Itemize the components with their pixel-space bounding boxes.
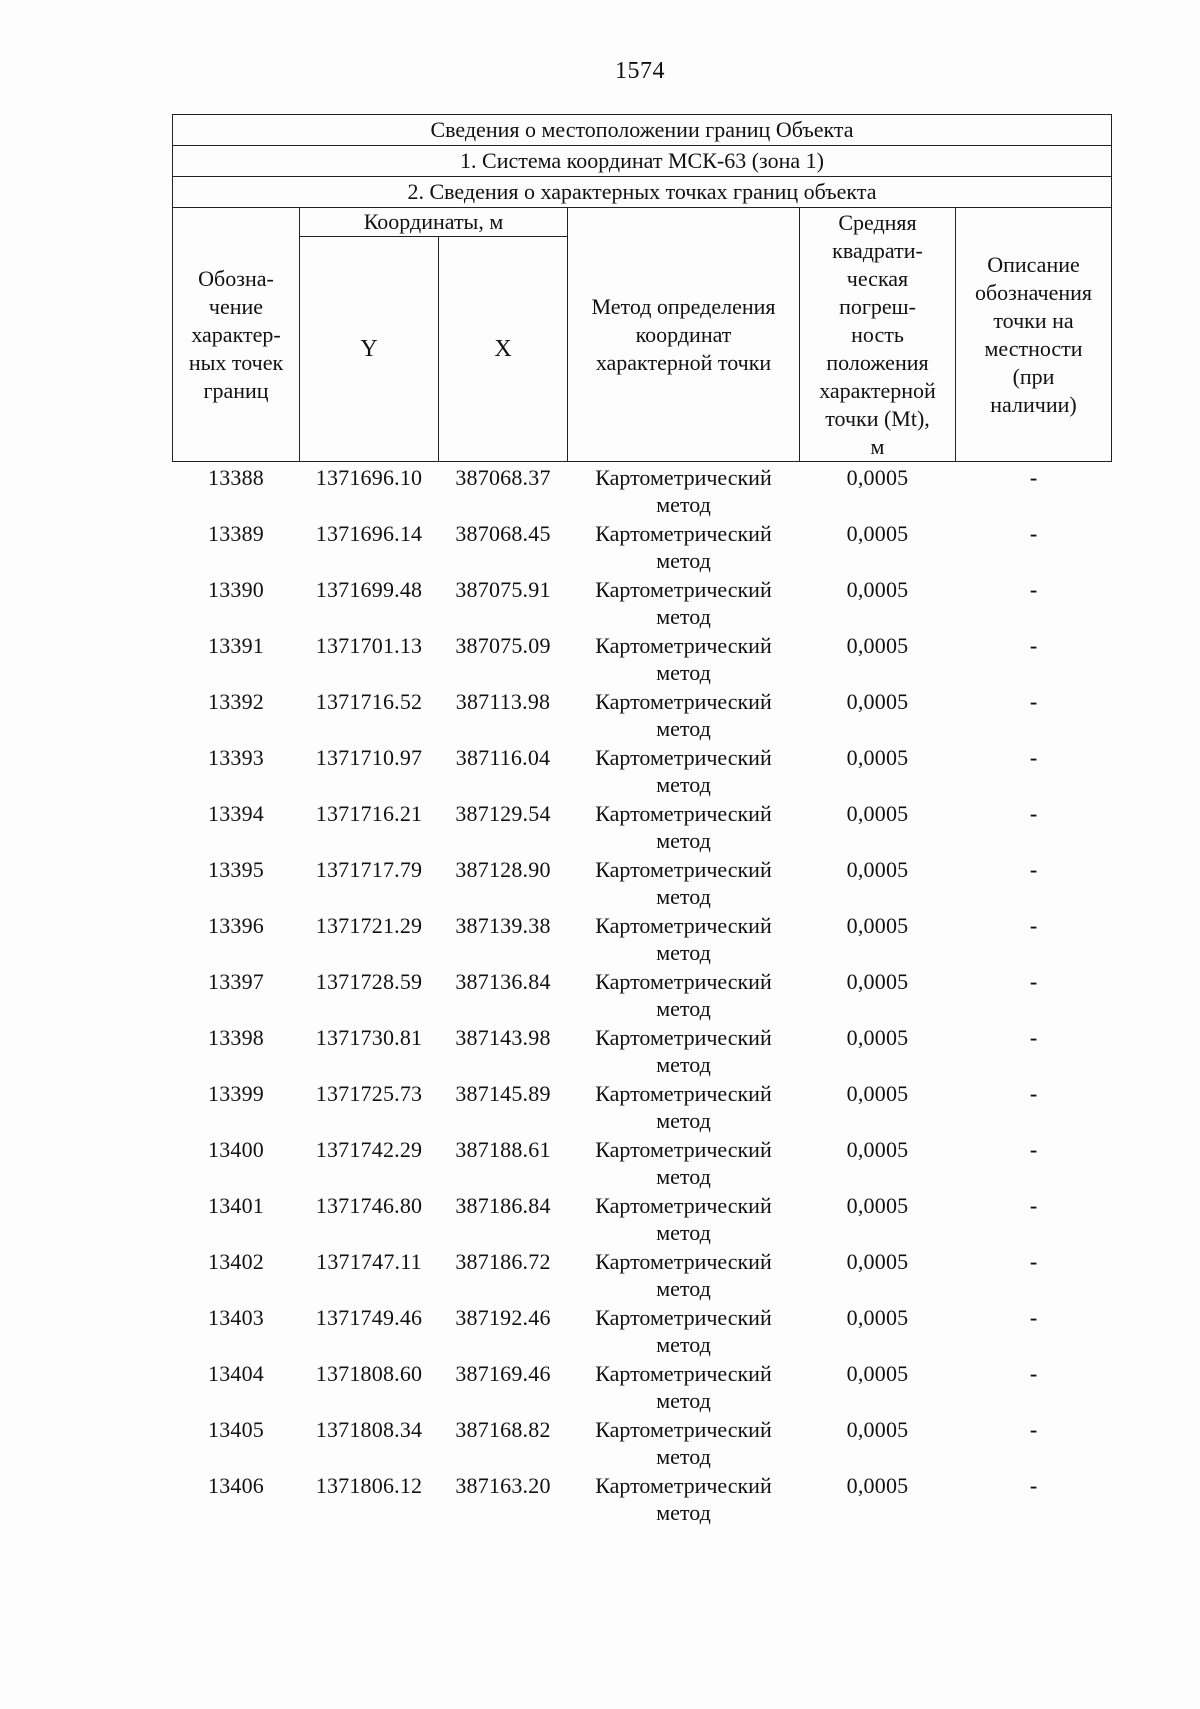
header-description-text: Описание обозначения точки на местности (при наличии) <box>974 251 1093 417</box>
cell-x: 387116.04 <box>455 745 551 770</box>
cell-description: - <box>1029 1473 1038 1498</box>
cell-point-id: 13405 <box>208 1417 264 1442</box>
cell-error: 0,0005 <box>846 1081 909 1106</box>
cell-method: Картометрический метод <box>595 577 772 629</box>
cell-x: 387075.09 <box>455 633 551 658</box>
cell-y: 1371742.29 <box>315 1137 423 1162</box>
table-body <box>173 462 1112 1529</box>
header-point-name <box>173 208 300 462</box>
table-row <box>173 912 1112 968</box>
cell-method: Картометрический метод <box>595 465 772 517</box>
table-title: Сведения о местоположении границ Объекта <box>173 115 1112 146</box>
cell-x: 387145.89 <box>455 1081 551 1106</box>
cell-point-id: 13389 <box>208 521 264 546</box>
cell-error: 0,0005 <box>846 1361 909 1386</box>
header-method <box>568 208 800 462</box>
cell-point-id: 13391 <box>208 633 264 658</box>
cell-y: 1371808.60 <box>315 1361 423 1386</box>
cell-description: - <box>1029 1249 1038 1274</box>
cell-method: Картометрический метод <box>595 857 772 909</box>
header-coordinates: Координаты, м <box>300 208 568 237</box>
cell-method: Картометрический метод <box>595 1249 772 1301</box>
cell-x: 387136.84 <box>455 969 551 994</box>
cell-x: 387169.46 <box>455 1361 551 1386</box>
cell-point-id: 13392 <box>208 689 264 714</box>
cell-method: Картометрический метод <box>595 1417 772 1469</box>
cell-description: - <box>1029 745 1038 770</box>
cell-y: 1371725.73 <box>315 1081 423 1106</box>
table-row <box>173 800 1112 856</box>
header-error <box>800 208 956 462</box>
table-row <box>173 1080 1112 1136</box>
cell-point-id: 13403 <box>208 1305 264 1330</box>
cell-y: 1371716.21 <box>315 801 423 826</box>
cell-y: 1371749.46 <box>315 1305 423 1330</box>
cell-error: 0,0005 <box>846 521 909 546</box>
cell-point-id: 13401 <box>208 1193 264 1218</box>
cell-point-id: 13404 <box>208 1361 264 1386</box>
cell-error: 0,0005 <box>846 577 909 602</box>
cell-x: 387186.84 <box>455 1193 551 1218</box>
cell-x: 387168.82 <box>455 1417 551 1442</box>
cell-error: 0,0005 <box>846 1305 909 1330</box>
cell-error: 0,0005 <box>846 913 909 938</box>
cell-point-id: 13406 <box>208 1473 264 1498</box>
cell-x: 387186.72 <box>455 1249 551 1274</box>
cell-point-id: 13394 <box>208 801 264 826</box>
cell-method: Картометрический метод <box>595 1137 772 1189</box>
cell-description: - <box>1029 1025 1038 1050</box>
cell-y: 1371808.34 <box>315 1417 423 1442</box>
cell-y: 1371701.13 <box>315 633 423 658</box>
cell-x: 387163.20 <box>455 1473 551 1498</box>
cell-point-id: 13398 <box>208 1025 264 1050</box>
cell-point-id: 13395 <box>208 857 264 882</box>
cell-method: Картометрический метод <box>595 1305 772 1357</box>
cell-x: 387068.45 <box>455 521 551 546</box>
cell-y: 1371721.29 <box>315 913 423 938</box>
cell-description: - <box>1029 1137 1038 1162</box>
header-y: Y <box>300 237 439 462</box>
cell-method: Картометрический метод <box>595 1361 772 1413</box>
header-method-text: Метод определения координат характерной точки <box>591 293 776 375</box>
header-x: X <box>439 237 568 462</box>
table-row <box>173 520 1112 576</box>
cell-description: - <box>1029 1361 1038 1386</box>
table-row <box>173 1136 1112 1192</box>
cell-x: 387188.61 <box>455 1137 551 1162</box>
cell-error: 0,0005 <box>846 857 909 882</box>
cell-point-id: 13402 <box>208 1249 264 1274</box>
table-row <box>173 968 1112 1024</box>
table-row <box>173 1360 1112 1416</box>
cell-x: 387128.90 <box>455 857 551 882</box>
cell-point-id: 13390 <box>208 577 264 602</box>
cell-description: - <box>1029 1081 1038 1106</box>
cell-x: 387192.46 <box>455 1305 551 1330</box>
cell-y: 1371746.80 <box>315 1193 423 1218</box>
cell-method: Картометрический метод <box>595 1081 772 1133</box>
cell-description: - <box>1029 521 1038 546</box>
cell-description: - <box>1029 577 1038 602</box>
cell-y: 1371716.52 <box>315 689 423 714</box>
cell-error: 0,0005 <box>846 689 909 714</box>
cell-point-id: 13397 <box>208 969 264 994</box>
cell-y: 1371747.11 <box>316 1249 422 1274</box>
cell-x: 387068.37 <box>455 465 551 490</box>
cell-error: 0,0005 <box>846 1249 909 1274</box>
cell-error: 0,0005 <box>846 1473 909 1498</box>
cell-method: Картометрический метод <box>595 1473 772 1525</box>
cell-error: 0,0005 <box>846 745 909 770</box>
cell-point-id: 13399 <box>208 1081 264 1106</box>
cell-error: 0,0005 <box>846 1417 909 1442</box>
cell-method: Картометрический метод <box>595 1025 772 1077</box>
cell-method: Картометрический метод <box>595 969 772 1021</box>
cell-point-id: 13396 <box>208 913 264 938</box>
cell-y: 1371730.81 <box>315 1025 423 1050</box>
cell-description: - <box>1029 1193 1038 1218</box>
section-heading: 2. Сведения о характерных точках границ объекта <box>173 177 1112 208</box>
cell-x: 387143.98 <box>455 1025 551 1050</box>
table-row <box>173 1192 1112 1248</box>
cell-method: Картометрический метод <box>595 633 772 685</box>
table-row <box>173 632 1112 688</box>
cell-error: 0,0005 <box>846 1137 909 1162</box>
cell-description: - <box>1029 801 1038 826</box>
cell-y: 1371728.59 <box>315 969 423 994</box>
cell-description: - <box>1029 857 1038 882</box>
table-row <box>173 744 1112 800</box>
table-row <box>173 1416 1112 1472</box>
cell-method: Картометрический метод <box>595 801 772 853</box>
cell-error: 0,0005 <box>846 465 909 490</box>
coordinate-system-heading: 1. Система координат МСК-63 (зона 1) <box>173 146 1112 177</box>
header-error-text: Средняя квадрати- ческая погреш- ность положения характерной точки (Mt), м <box>819 209 936 459</box>
cell-y: 1371710.97 <box>315 745 423 770</box>
cell-point-id: 13400 <box>208 1137 264 1162</box>
table-row <box>173 1248 1112 1304</box>
cell-point-id: 13393 <box>208 745 264 770</box>
header-description <box>956 208 1112 462</box>
table-row <box>173 1024 1112 1080</box>
cell-description: - <box>1029 1417 1038 1442</box>
cell-description: - <box>1029 1305 1038 1330</box>
cell-method: Картометрический метод <box>595 745 772 797</box>
table-row <box>173 576 1112 632</box>
cell-x: 387075.91 <box>455 577 551 602</box>
cell-y: 1371696.10 <box>315 465 423 490</box>
cell-error: 0,0005 <box>846 969 909 994</box>
cell-x: 387129.54 <box>455 801 551 826</box>
cell-y: 1371717.79 <box>315 857 423 882</box>
cell-y: 1371696.14 <box>315 521 423 546</box>
table-header <box>173 115 1112 462</box>
cell-description: - <box>1029 633 1038 658</box>
cell-error: 0,0005 <box>846 1193 909 1218</box>
cell-description: - <box>1029 969 1038 994</box>
cell-description: - <box>1029 689 1038 714</box>
cell-error: 0,0005 <box>846 633 909 658</box>
cell-method: Картометрический метод <box>595 689 772 741</box>
cell-y: 1371806.12 <box>315 1473 423 1498</box>
cell-description: - <box>1029 913 1038 938</box>
page-number: 1574 <box>615 58 665 84</box>
cell-point-id: 13388 <box>208 465 264 490</box>
cell-y: 1371699.48 <box>315 577 423 602</box>
boundary-points-table <box>172 114 1112 1528</box>
header-point-name-text: Обозна- чение характер- ных точек границ <box>188 265 284 403</box>
cell-method: Картометрический метод <box>595 521 772 573</box>
table-row <box>173 856 1112 912</box>
cell-error: 0,0005 <box>846 1025 909 1050</box>
cell-description: - <box>1029 465 1038 490</box>
cell-x: 387139.38 <box>455 913 551 938</box>
table-row <box>173 1472 1112 1528</box>
cell-method: Картометрический метод <box>595 913 772 965</box>
table-row <box>173 1304 1112 1360</box>
cell-method: Картометрический метод <box>595 1193 772 1245</box>
cell-x: 387113.98 <box>455 689 551 714</box>
table-row <box>173 688 1112 744</box>
table-row <box>173 462 1112 521</box>
cell-error: 0,0005 <box>846 801 909 826</box>
